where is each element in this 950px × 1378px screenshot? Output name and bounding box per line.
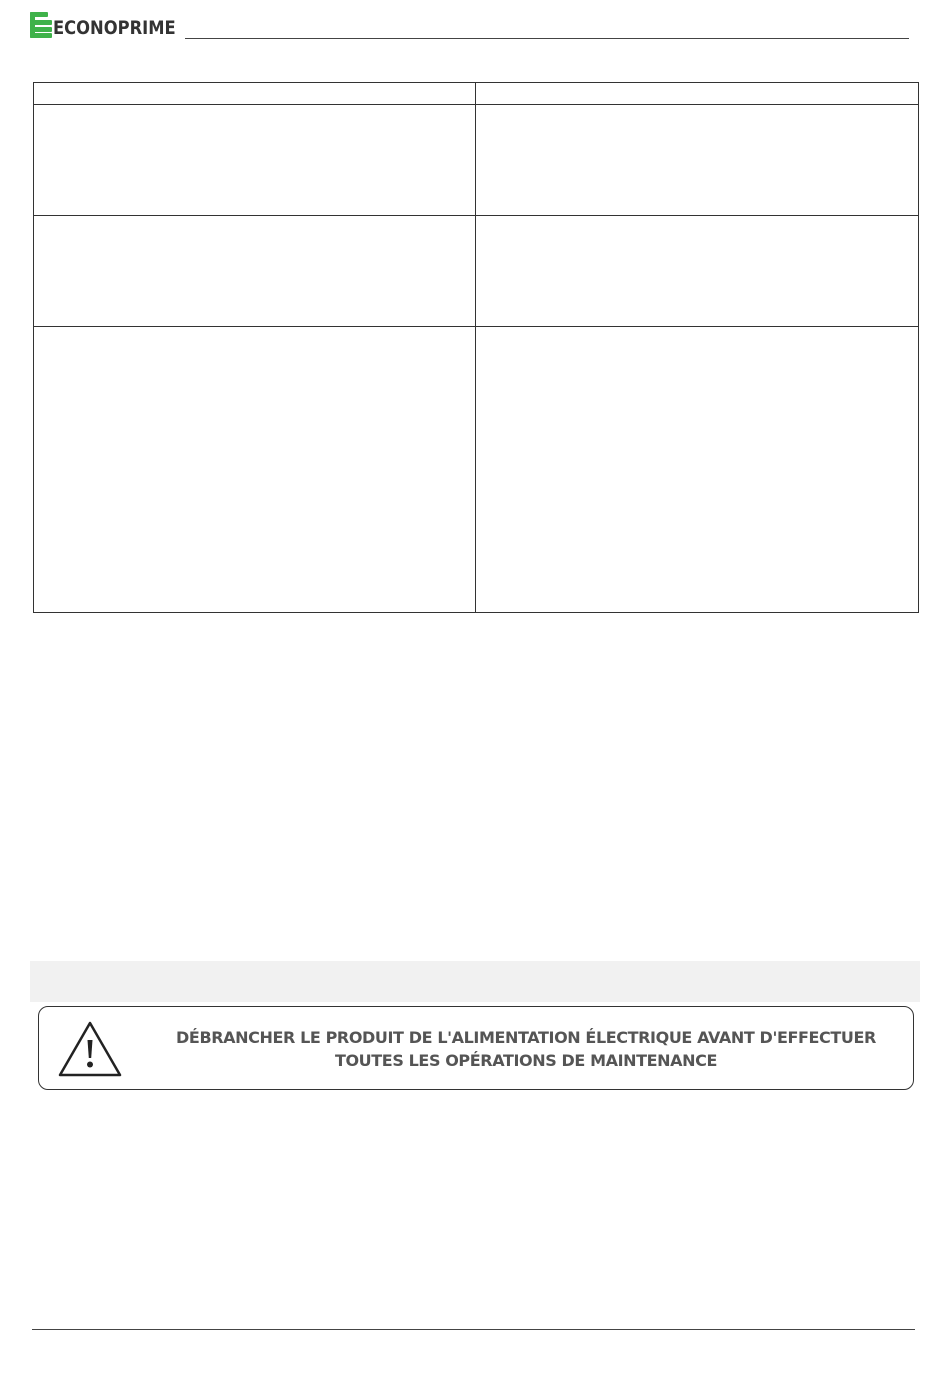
table-cell <box>476 105 919 216</box>
table-cell <box>34 327 476 613</box>
table-cell <box>34 216 476 327</box>
warning-line-2: TOUTES LES OPÉRATIONS DE MAINTENANCE <box>334 1051 718 1070</box>
table-cell <box>476 83 919 105</box>
warning-line-1: DÉBRANCHER LE PRODUIT DE L'ALIMENTATION ÉLECTRIQUE AVANT D'EFFECTUER <box>176 1028 876 1047</box>
footer-divider <box>32 1329 915 1330</box>
table-row <box>34 327 919 613</box>
section-band <box>30 961 920 1002</box>
table-cell <box>34 105 476 216</box>
empty-table <box>33 82 919 613</box>
brand-name: ECONOPRIME <box>53 17 176 39</box>
table-header-row <box>34 83 919 105</box>
warning-box <box>38 1006 914 1090</box>
table-cell <box>476 216 919 327</box>
header-divider <box>185 38 909 39</box>
table-cell <box>476 327 919 613</box>
warning-message <box>149 1026 903 1072</box>
table-row <box>34 216 919 327</box>
warning-triangle-icon <box>57 1020 123 1078</box>
table-row <box>34 105 919 216</box>
logo-mark-icon <box>30 12 52 38</box>
brand-logo <box>30 10 196 38</box>
table-cell <box>34 83 476 105</box>
